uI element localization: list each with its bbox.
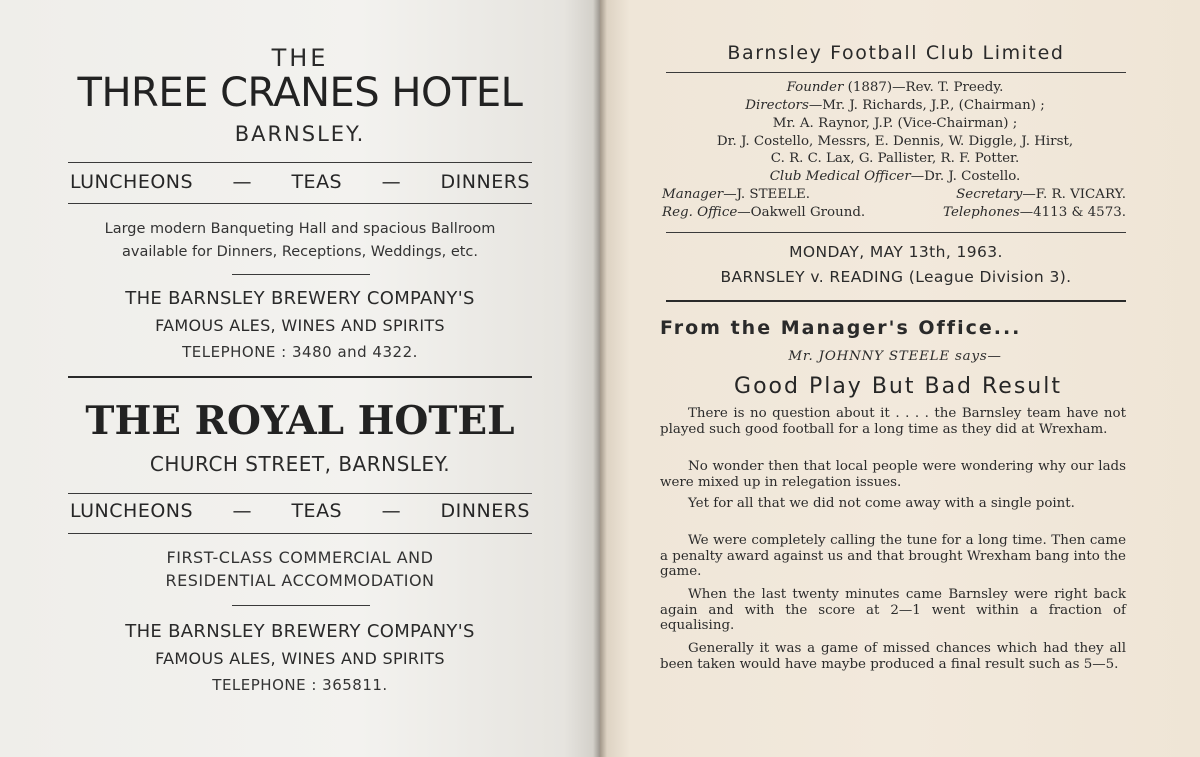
medical-line [660,169,1130,185]
founder-text: (1887)—Rev. T. Preedy. [843,80,1004,95]
paragraph-3: Yet for all that we did not come away with a single point. [688,496,1075,511]
thick-divider [666,300,1126,302]
manager-entry [662,187,810,203]
founder-line [660,80,1130,96]
office-label: Reg. Office [662,205,738,220]
cranes-desc-line2: available for Dinners, Receptions, Weddings, etc. [121,244,479,260]
meal-luncheons: LUNCHEONS [70,171,194,193]
royal-hotel-name: THE ROYAL HOTEL [85,398,515,444]
royal-telephone: TELEPHONE : 365811. [212,676,388,694]
royal-ales: FAMOUS ALES, WINES AND SPIRITS [155,649,445,668]
right-page [600,0,1200,757]
meal-dash: — [381,171,402,193]
secretary-label: Secretary [956,187,1023,202]
meal-teas: TEAS [291,171,343,193]
telephones-text: —4113 & 4573. [1019,205,1126,220]
short-divider [232,605,370,606]
paragraph-4: We were completely calling the tune for a long time. Then came a penalty award against us and that brought Wrexham bang into the game. [660,533,1126,580]
paragraph-2: No wonder then that local people were wondering why our lads were mixed up in relegation issues. [660,459,1126,490]
office-telephone-line [662,205,1126,221]
cranes-desc-line1: Large modern Banqueting Hall and spacious Ballroom [104,221,496,237]
cranes-ales: FAMOUS ALES, WINES AND SPIRITS [155,316,445,335]
book-spine [593,0,607,757]
paragraph-1: There is no question about it . . . . the Barnsley team have not played such good football for a long time as they did at Wrexham. [660,406,1126,437]
directors-text: —Mr. J. Richards, J.P., (Chairman) ; [808,98,1045,113]
divider [68,203,532,204]
directors-line3: Dr. J. Costello, Messrs, E. Dennis, W. Diggle, J. Hirst, [716,134,1074,149]
meal-dash: — [232,171,252,193]
telephones-entry [943,205,1126,221]
meal-teas: TEAS [291,500,343,522]
meal-dash: — [381,500,402,522]
royal-accom-line2: RESIDENTIAL ACCOMMODATION [165,571,435,590]
royal-brewery: THE BARNSLEY BREWERY COMPANY'S [125,621,475,642]
club-title: Barnsley Football Club Limited [727,42,1065,64]
manager-secretary-line [662,187,1126,203]
manager-label: Manager [662,187,724,202]
meal-luncheons: LUNCHEONS [70,500,194,522]
directors-line [660,98,1130,114]
cranes-brewery: THE BARNSLEY BREWERY COMPANY'S [125,288,475,309]
office-entry [662,205,865,221]
divider [68,493,532,494]
directors-label: Directors [745,98,809,113]
match-date: MONDAY, MAY 13th, 1963. [789,243,1003,261]
divider [666,72,1126,73]
paragraph-6: Generally it was a game of missed chances which had they all been taken would have maybe produced a final result such as 5—5. [660,641,1126,672]
divider [666,232,1126,233]
medical-label: Club Medical Officer [769,169,911,184]
founder-label: Founder [786,80,844,95]
cranes-hotel-name: THREE CRANES HOTEL [77,70,523,116]
royal-accom-line1: FIRST-CLASS COMMERCIAL AND [166,548,434,567]
royal-address: CHURCH STREET, BARNSLEY. [149,452,451,476]
paragraph-5: When the last twenty minutes came Barnsley were right back again and with the score at 2—1 went within a fraction of equalising. [660,587,1126,634]
byline: Mr. JOHNNY STEELE says— [788,349,1002,364]
section-title: From the Manager's Office... [660,317,1022,339]
medical-text: —Dr. J. Costello. [910,169,1021,184]
telephones-label: Telephones [943,205,1020,220]
manager-text: —J. STEELE. [723,187,811,202]
cranes-town: BARNSLEY. [234,122,366,146]
royal-meals [70,500,530,522]
meal-dash: — [232,500,252,522]
divider [68,162,532,163]
fixture: BARNSLEY v. READING (League Division 3). [720,268,1072,286]
cranes-the: THE [271,44,329,72]
thick-divider [68,376,532,378]
secretary-text: —F. R. VICARY. [1022,187,1126,202]
short-divider [232,274,370,275]
cranes-meals [70,171,530,193]
divider [68,533,532,534]
meal-dinners: DINNERS [440,171,530,193]
vice-chair-line: Mr. A. Raynor, J.P. (Vice-Chairman) ; [772,116,1018,131]
office-text: —Oakwell Ground. [737,205,866,220]
meal-dinners: DINNERS [440,500,530,522]
headline: Good Play But Bad Result [734,374,1062,399]
cranes-telephone: TELEPHONE : 3480 and 4322. [182,343,418,361]
secretary-entry [956,187,1126,203]
directors-line4: C. R. C. Lax, G. Pallister, R. F. Potter. [770,151,1020,166]
